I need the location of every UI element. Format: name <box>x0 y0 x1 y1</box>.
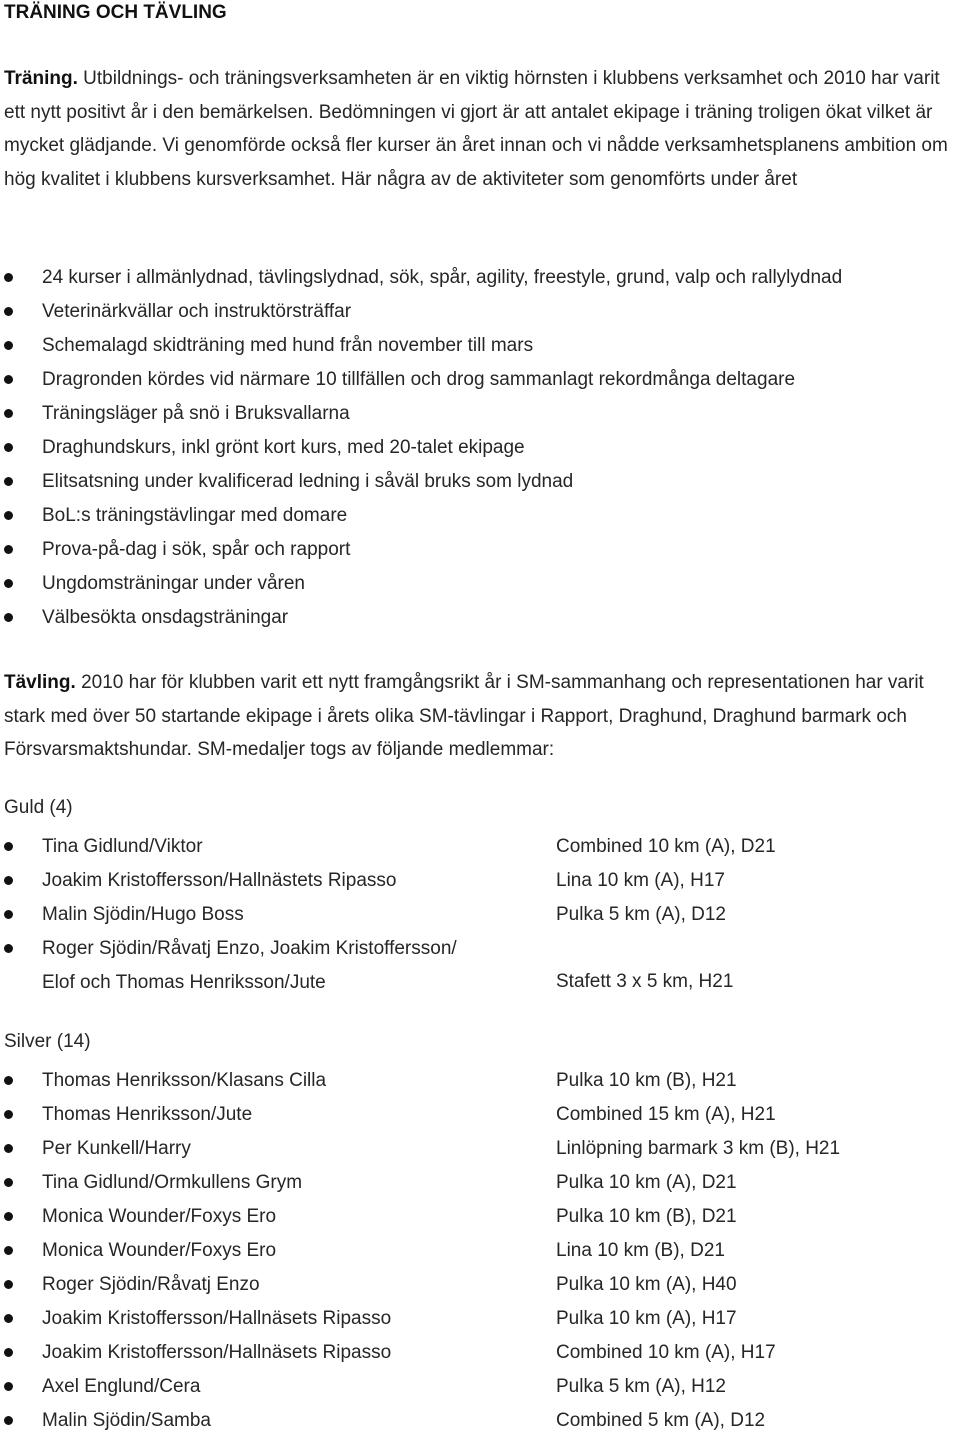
list-item: Träningsläger på snö i Bruksvallarna <box>4 397 842 431</box>
medal-name: Tina Gidlund/Viktor <box>42 836 203 857</box>
medal-event: Stafett 3 x 5 km, H21 <box>556 971 734 992</box>
medal-name: Thomas Henriksson/Jute <box>42 1104 253 1125</box>
medal-event: Pulka 5 km (A), H12 <box>556 1376 726 1397</box>
training-label: Träning. <box>4 68 78 89</box>
bullet-icon <box>4 842 13 851</box>
bullet-icon <box>4 1110 13 1119</box>
list-item: 24 kurser i allmänlydnad, tävlingslydnad, sök, spår, agility, freestyle, grund, valp och rallylydnad <box>4 261 842 295</box>
competition-text: 2010 har för klubben varit ett nytt framgångsrikt år i SM-sammanhang och representationen har varit stark med över 50 startande ekipage i årets olika SM-tävlingar i Rapport, Draghund, Draghund barmark och Försvarsmaktshundar. SM-medaljer togs av följande medlemmar: <box>4 672 924 760</box>
list-item: Dragronden kördes vid närmare 10 tillfällen och drog sammanlagt rekordmånga deltagare <box>4 363 842 397</box>
bullet-icon <box>4 1076 13 1085</box>
medal-name: Malin Sjödin/Samba <box>42 1410 211 1431</box>
gold-medal-list <box>4 830 958 999</box>
medal-name: Malin Sjödin/Hugo Boss <box>42 904 244 925</box>
bullet-icon <box>4 341 13 350</box>
list-item: BoL:s träningstävlingar med domare <box>4 499 842 533</box>
bullet-icon <box>4 273 13 282</box>
medal-event: Pulka 10 km (A), H17 <box>556 1308 737 1329</box>
medal-name: Per Kunkell/Harry <box>42 1138 191 1159</box>
medal-row <box>4 1234 958 1268</box>
medal-event: Pulka 10 km (B), H21 <box>556 1070 737 1091</box>
training-paragraph <box>4 62 958 196</box>
medal-row <box>4 1302 958 1336</box>
medal-event: Pulka 10 km (A), H40 <box>556 1274 737 1295</box>
bullet-icon <box>4 511 13 520</box>
bullet-icon <box>4 1280 13 1289</box>
medal-row <box>4 830 958 864</box>
bullet-icon <box>4 910 13 919</box>
medal-event: Pulka 10 km (A), D21 <box>556 1172 737 1193</box>
medal-event: Pulka 5 km (A), D12 <box>556 904 726 925</box>
bullet-icon <box>4 307 13 316</box>
silver-title: Silver (14) <box>4 1031 91 1052</box>
bullet-icon <box>4 1212 13 1221</box>
activity-list <box>4 261 842 635</box>
medal-event: Combined 10 km (A), D21 <box>556 836 776 857</box>
list-item: Välbesökta onsdagsträningar <box>4 601 842 635</box>
list-item: Veterinärkvällar och instruktörsträffar <box>4 295 842 329</box>
bullet-icon <box>4 443 13 452</box>
medal-name: Monica Wounder/Foxys Ero <box>42 1206 277 1227</box>
medal-name: Joakim Kristoffersson/Hallnästets Ripasso <box>42 870 397 891</box>
bullet-icon <box>4 613 13 622</box>
bullet-icon <box>4 579 13 588</box>
medal-event: Linlöpning barmark 3 km (B), H21 <box>556 1138 841 1159</box>
medal-name: Monica Wounder/Foxys Ero <box>42 1240 277 1261</box>
competition-paragraph <box>4 666 958 767</box>
medal-name: Roger Sjödin/Råvatj Enzo <box>42 1274 260 1295</box>
medal-row <box>4 1370 958 1404</box>
medal-name: Axel Englund/Cera <box>42 1376 201 1397</box>
bullet-icon <box>4 1416 13 1425</box>
bullet-icon <box>4 545 13 554</box>
bullet-icon <box>4 1382 13 1391</box>
medal-name: Thomas Henriksson/Klasans Cilla <box>42 1070 327 1091</box>
medal-row <box>4 1064 958 1098</box>
bullet-icon <box>4 477 13 486</box>
bullet-icon <box>4 1246 13 1255</box>
medal-name: Roger Sjödin/Råvatj Enzo, Joakim Kristoffersson/ Elof och Thomas Henriksson/Jute <box>42 938 457 993</box>
bullet-icon <box>4 1314 13 1323</box>
bullet-icon <box>4 876 13 885</box>
list-item: Schemalagd skidträning med hund från november till mars <box>4 329 842 363</box>
section-heading: TRÄNING OCH TÄVLING <box>4 2 227 23</box>
medal-name: Joakim Kristoffersson/Hallnäsets Ripasso <box>42 1342 392 1363</box>
medal-event: Combined 10 km (A), H17 <box>556 1342 776 1363</box>
medal-name: Tina Gidlund/Ormkullens Grym <box>42 1172 303 1193</box>
list-item: Draghundskurs, inkl grönt kort kurs, med 20-talet ekipage <box>4 431 842 465</box>
list-item: Elitsatsning under kvalificerad ledning i såväl bruks som lydnad <box>4 465 842 499</box>
bullet-icon <box>4 409 13 418</box>
list-item: Prova-på-dag i sök, spår och rapport <box>4 533 842 567</box>
training-text: Utbildnings- och träningsverksamheten är en viktig hörnsten i klubbens verksamhet och 2010 har varit ett nytt positivt år i den bemärkelsen. Bedömningen vi gjort är att antalet ekipage i träning troligen ökat vilket är mycket glädjande. Vi genomförde också fler kurser än året innan och vi nådde verksamhetsplanens ambition om hög kvalitet i klubbens kursverksamhet. Här några av de aktiviteter som genomförts under året <box>4 68 948 190</box>
medal-event: Lina 10 km (B), D21 <box>556 1240 725 1261</box>
medal-row <box>4 1132 958 1166</box>
list-item: Ungdomsträningar under våren <box>4 567 842 601</box>
medal-row <box>4 1098 958 1132</box>
medal-event: Combined 15 km (A), H21 <box>556 1104 776 1125</box>
gold-title: Guld (4) <box>4 797 73 818</box>
medal-event: Lina 10 km (A), H17 <box>556 870 725 891</box>
medal-row <box>4 932 958 999</box>
medal-event: Combined 5 km (A), D12 <box>556 1410 766 1431</box>
silver-medal-list <box>4 1064 958 1438</box>
medal-row <box>4 898 958 932</box>
bullet-icon <box>4 944 13 953</box>
bullet-icon <box>4 1178 13 1187</box>
bullet-icon <box>4 375 13 384</box>
medal-name: Joakim Kristoffersson/Hallnäsets Ripasso <box>42 1308 392 1329</box>
competition-label: Tävling. <box>4 672 76 693</box>
medal-row <box>4 864 958 898</box>
bullet-icon <box>4 1144 13 1153</box>
medal-row <box>4 1268 958 1302</box>
bullet-icon <box>4 1348 13 1357</box>
medal-row <box>4 1404 958 1438</box>
medal-event: Pulka 10 km (B), D21 <box>556 1206 737 1227</box>
medal-row <box>4 1336 958 1370</box>
medal-row <box>4 1166 958 1200</box>
medal-row <box>4 1200 958 1234</box>
